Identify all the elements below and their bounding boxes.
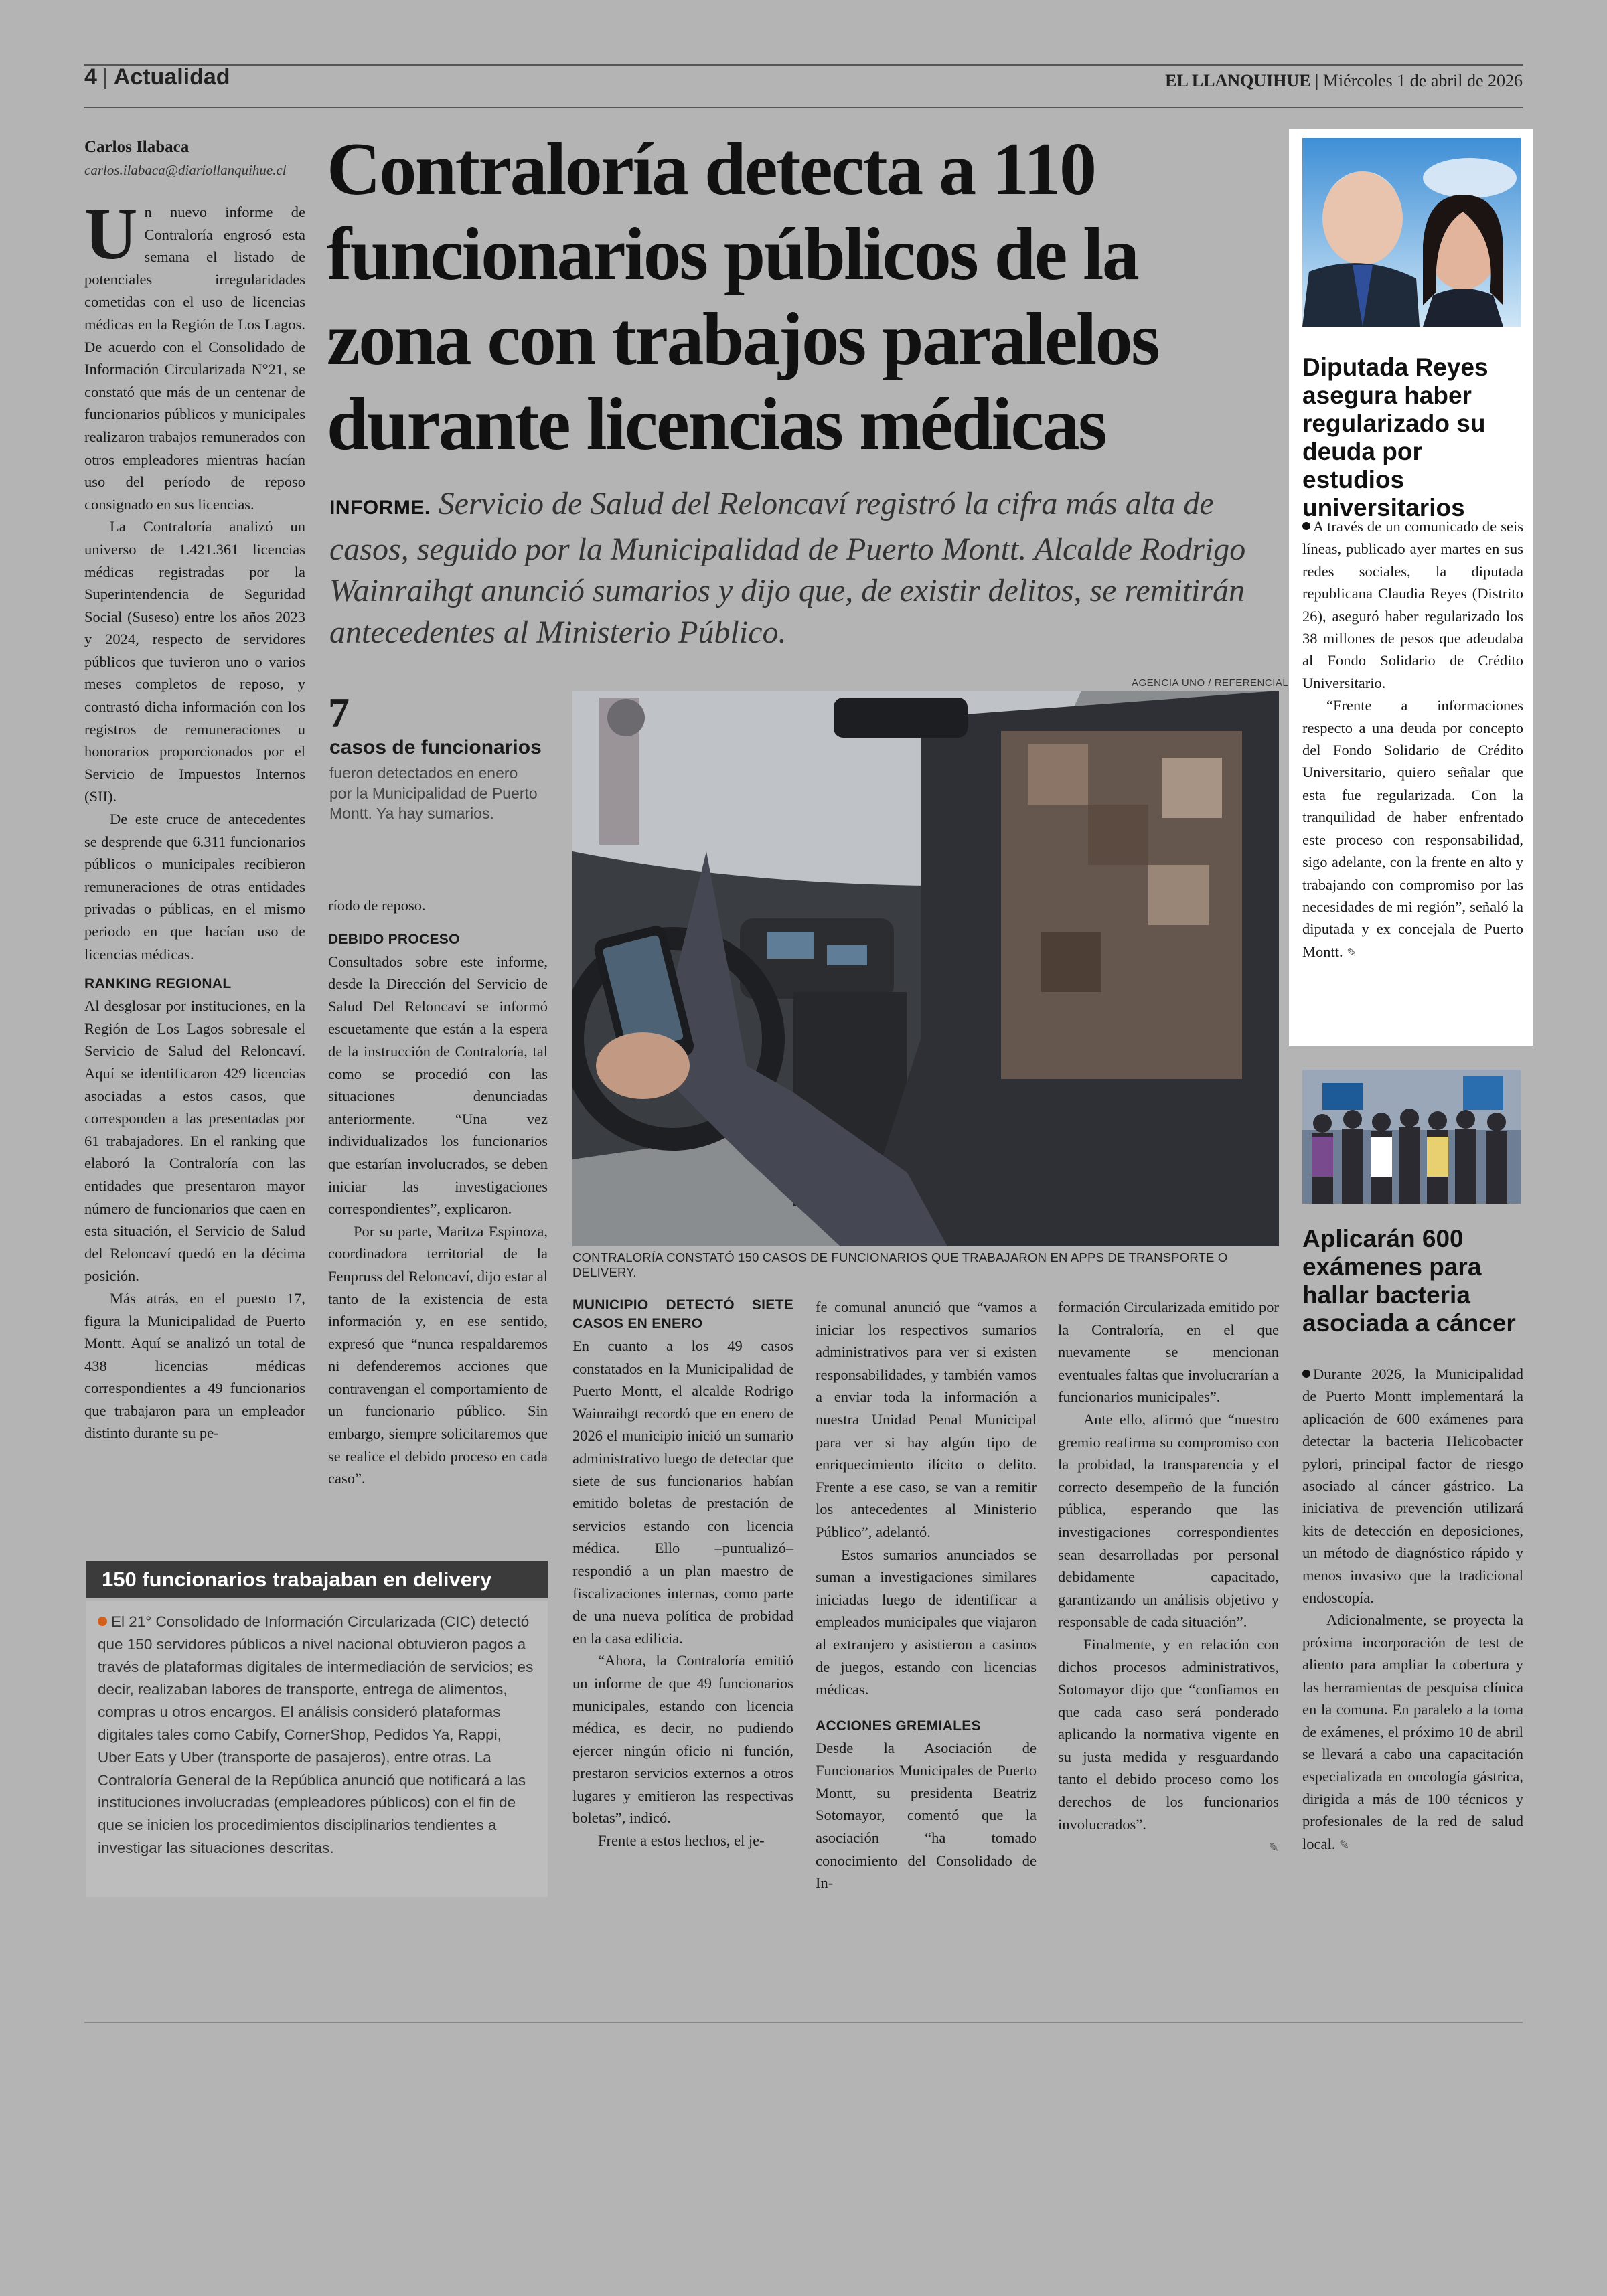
photo-credit: AGENCIA UNO / REFERENCIAL xyxy=(1132,677,1289,689)
photo-caption: CONTRALORÍA CONSTATÓ 150 CASOS DE FUNCIONARIOS QUE TRABAJARON EN APPS DE TRANSPORTE O DELIVERY. xyxy=(572,1250,1228,1279)
col4-paragraph-1: fe comunal anunció que “vamos a iniciar los respectivos sumarios administrativos para ver si existen responsabilidades, y también vamos a enviar toda la información a nuestra Unidad Penal Municipal para ver si hay algún tipo de enriquecimiento ilícito o delito. Frente a ese caso, se van a remitir los antecedentes al Ministerio Público”, adelantó. xyxy=(816,1299,1037,1540)
sidebar1-paragraph-2 xyxy=(1302,694,1523,964)
col3-paragraph-3: Frente a estos hechos, el je- xyxy=(598,1832,765,1850)
bullet-icon xyxy=(98,1617,107,1626)
sidebar2-paragraph-1: Durante 2026, la Municipalidad de Puerto Montt implementará la aplicación de 600 exámenes para detectar la bacteria Helicobacter pylori, principal factor de riesgo asociado al cáncer gástrico. La iniciativa de prevención utilizará kits de detección en deposiciones, un método de diagnóstico rápido y menos invasivo que la tradicional endoscopía. xyxy=(1302,1366,1523,1607)
subhead-ranking: RANKING REGIONAL xyxy=(84,976,232,992)
subhead-debido-proceso: DEBIDO PROCESO xyxy=(328,931,460,947)
car-interior-photo xyxy=(572,691,1279,1246)
article-column-1 xyxy=(84,193,305,1445)
headline: Contraloría detecta a 110 funcionarios públicos de la zona con trabajos paralelos durante licencias médicas xyxy=(327,128,1159,466)
newspaper-name: EL LLANQUIHUE xyxy=(1165,71,1311,90)
page-header-right: EL LLANQUIHUE | Miércoles 1 de abril de 2026 xyxy=(1165,71,1523,90)
sidebar-reyes xyxy=(1289,129,1533,1046)
sidebar-examenes xyxy=(1302,1070,1521,1207)
col1-paragraph-2: La Contraloría analizó un universo de 1.421.361 licencias médicas registradas por la Superintendencia de Seguridad Social (Suseso) entre los años 2023 y 2024, respecto de servidores públicos que tuvieron uno o varios meses completos de reposo, y contrastó dicha información con los registros de remuneraciones u honorarios proporcionados por el Servicio de Impuestos Internos (SII). xyxy=(84,518,305,805)
author-email: carlos.ilabaca@diariollanquihue.cl xyxy=(84,162,287,178)
bottom-rule xyxy=(84,2022,1523,2023)
deck xyxy=(329,483,1267,653)
box-title: 150 funcionarios trabajaban en delivery xyxy=(86,1561,548,1598)
col3-paragraph-2: “Ahora, la Contraloría emitió un informe de que 49 funcionarios municipales, estando con licencia médica, es decir, no pudiendo ejercer ningún oficio ni función, prestaron servicios externos a otros lugares y emitieron las respectivas boletas”, indicó. xyxy=(572,1652,793,1827)
stat-description: fueron detectados en enero por la Municipalidad de Puerto Montt. Ya hay sumarios. xyxy=(329,764,538,822)
bullet-icon xyxy=(1302,522,1310,530)
top-rule xyxy=(84,64,1523,66)
end-mark-icon: ✎ xyxy=(1338,1837,1350,1852)
sidebar2-paragraph-2 xyxy=(1302,1609,1523,1856)
deck-text: Servicio de Salud del Reloncaví registró la cifra más alta de casos, seguido por la Municipalidad de Puerto Montt. Alcalde Rodrigo Wainraihgt anunció sumarios y dijo que, de existir delitos, se remitirán antecedentes al Ministerio Público. xyxy=(329,486,1246,650)
page-header-left: 4 | Actualidad xyxy=(84,64,230,90)
col5-paragraph-1: formación Circularizada emitido por la Contraloría, en el que nuevamente se mencionan eventuales faltas que involucrarían a funcionarios municipales”. xyxy=(1058,1299,1279,1406)
col1-paragraph-3: De este cruce de antecedentes se desprende que 6.311 funcionarios públicos o municipales recibieron remuneraciones de otras entidades privadas o públicas, en el mismo periodo en que hacían uso de licencias médicas. xyxy=(84,811,305,963)
col4-paragraph-2: Estos sumarios anunciados se suman a investigaciones similares iniciadas luego de identificar a empleados municipales que viajaron al extranjero y asistieron a casinos de juegos, estando con licencias médicas. xyxy=(816,1546,1037,1698)
deck-tag: INFORME. xyxy=(329,497,431,519)
stat-label: casos de funcionarios xyxy=(329,736,542,758)
sidebar2-body xyxy=(1302,1363,1523,1856)
end-mark-icon: ✎ xyxy=(1347,945,1357,960)
col2-paragraph-0: ríodo de reposo. xyxy=(328,897,426,914)
col1-paragraph-4: Al desglosar por instituciones, en la Región de Los Lagos sobresale el Servicio de Salud del Reloncaví. Aquí se identificaron 429 licencias asociadas a estos casos, que corresponden a las presentadas por 61 trabajadores. En el ranking que elaboró la Contraloría con las entidades que presentaron mayor número de funcionarios que caen en esta situación, el Servicio de Salud del Reloncaví quedó en la décima posición. xyxy=(84,997,305,1285)
article-photo xyxy=(572,691,1279,1246)
sidebar1-body xyxy=(1302,515,1523,964)
box-body xyxy=(86,1601,548,1897)
page-number: 4 xyxy=(84,64,97,90)
box-text: El 21° Consolidado de Información Circularizada (CIC) detectó que 150 servidores públicos a nivel nacional obtuvieron pagos a través de plataformas digitales de intermediación de servicios; es decir, realizaban labores de transporte, entrega de alimentos, compras u otros encargos. El análisis consideró plataformas digitales tales como Cabify, CornerShop, Pedidos Ya, Rappi, Uber Eats y Uber (transporte de pasajeros), entre otras. La Contraloría General de la República anunció que notificará a las instituciones involucradas (empleadores públicos) con el fin de que se inicien los procedimientos disciplinarios tendientes a investigar las situaciones descritas. xyxy=(98,1613,534,1856)
col3-paragraph-1: En cuanto a los 49 casos constatados en la Municipalidad de Puerto Montt, el alcalde Rodrigo Wainraihgt recordó que en enero de 2026 el municipio inició un sumario administrativo luego de detectar que siete de sus funcionarios habían emitido boletas de prestación de servicios estando con licencia médica. Ello –puntualizó– respondió a un plan maestro de fiscalizaciones internas, como parte de una nueva política de probidad en la casa edilicia. xyxy=(572,1337,793,1647)
col1-paragraph-1: n nuevo informe de Contraloría engrosó esta semana el listado de potenciales irregularidades cometidas con el uso de licencias médicas en la Región de Los Lagos. De acuerdo con el Consolidado de Información Circularizada N°21, se constató que más de un centenar de funcionarios públicos y municipales realizaron trabajos remunerados con otros empleadores mientras hacían uso del período de reposo consignado en sus licencias. xyxy=(84,203,305,513)
article-column-4 xyxy=(816,1296,1037,1894)
drop-cap: U xyxy=(84,193,138,274)
col2-paragraph-2: Por su parte, Maritza Espinoza, coordinadora territorial de la Fenpruss del Reloncaví, dijo estar al tanto de la existencia de esta información y, en ese sentido, expresó que “nunca respaldaremos ni defenderemos acciones que contravengan el comportamiento de un funcionario público. Sin embargo, siempre solicitaremos que se realice el debido proceso en cada caso”. xyxy=(328,1222,548,1487)
sidebar1-paragraph-2-text: “Frente a informaciones respecto a una deuda por concepto del Fondo Solidario de Crédito Universitario, quiero señalar que esta fue regularizada. Con la tranquilidad de haber enfrentado este proceso con responsabilidad, sigo adelante, con la frente en alto y trabajando con compromiso por las necesidades de mi región”, señaló la diputada y ex concejala de Puerto Montt. xyxy=(1302,697,1523,960)
col2-paragraph-1: Consultados sobre este informe, desde la Dirección del Servicio de Salud Del Reloncaví se informó escuetamente que están a la espera de la instrucción de Contraloría, tal como se procedió con las situaciones denunciadas anteriormente. “Una vez individualizados los funcionarios que estarían involucrados, se deben iniciar las investigaciones correspondientes”, explicaron. xyxy=(328,953,548,1218)
col1-paragraph-5: Más atrás, en el puesto 17, figura la Municipalidad de Puerto Montt. Aquí se analizó un total de 438 licencias médicas correspondientes a 49 funcionarios que trabajaron para un empleador distinto durante su pe- xyxy=(84,1289,305,1442)
subhead-municipio: MUNICIPIO DETECTÓ SIETE CASOS EN ENERO xyxy=(572,1297,793,1331)
stat-number: 7 xyxy=(328,689,350,736)
sidebar1-title: Diputada Reyes asegura haber regularizado su deuda por estudios universitarios xyxy=(1302,353,1488,521)
bullet-icon xyxy=(1302,1370,1310,1378)
sidebar1-paragraph-1: A través de un comunicado de seis líneas, publicado ayer martes en sus redes sociales, la diputada republicana Claudia Reyes (Distrito 26), aseguró haber regularizado los 38 millones de pesos que adeudaba al Fondo Solidario de Crédito Universitario. xyxy=(1302,518,1523,691)
sidebar2-title: Aplicarán 600 exámenes para hallar bacteria asociada a cáncer xyxy=(1302,1225,1516,1337)
end-mark xyxy=(1058,1835,1279,1860)
article-column-5 xyxy=(1058,1296,1279,1860)
section-name: Actualidad xyxy=(113,64,230,90)
health-team-photo xyxy=(1302,1070,1521,1204)
end-mark-icon: ✎ xyxy=(1268,1841,1279,1856)
subhead-acciones: ACCIONES GREMIALES xyxy=(816,1718,981,1734)
header-rule xyxy=(84,107,1523,108)
reyes-portrait-photo xyxy=(1302,138,1521,327)
article-column-2 xyxy=(328,894,548,1490)
col4-paragraph-3: Desde la Asociación de Funcionarios Municipales de Puerto Montt, su presidenta Beatriz Sotomayor, comentó que la asociación “ha tomado conocimiento del Consolidado de In- xyxy=(816,1739,1037,1892)
col5-paragraph-2: Ante ello, afirmó que “nuestro gremio reafirma su compromiso con la probidad, la transparencia y el correcto desempeño de la función pública, esperando que las investigaciones correspondientes sean desarrolladas por personal debidamente capacitado, garantizando un análisis objetivo y responsable de cada situación”. xyxy=(1058,1410,1279,1631)
issue-date: Miércoles 1 de abril de 2026 xyxy=(1322,71,1523,90)
sidebar2-paragraph-2-text: Adicionalmente, se proyecta la próxima incorporación de test de aliento para ampliar la cobertura y las herramientas de pesquisa clínica en la comuna. En paralelo a la toma de exámenes, el próximo 10 de abril se llevará a cabo una capacitación especializada en oncología gástrica, dirigida a más de 100 técnicos y profesionales de la red de salud local. xyxy=(1302,1611,1523,1852)
author-name: Carlos Ilabaca xyxy=(84,138,189,156)
col5-paragraph-3: Finalmente, y en relación con dichos procesos administrativos, Sotomayor dijo que “confiamos en que cada caso será ponderado aplicando la normativa vigente en su justa medida y resguardando tanto el debido proceso como los derechos de los funcionarios involucrados”. xyxy=(1058,1635,1279,1833)
article-column-3 xyxy=(572,1296,793,1852)
